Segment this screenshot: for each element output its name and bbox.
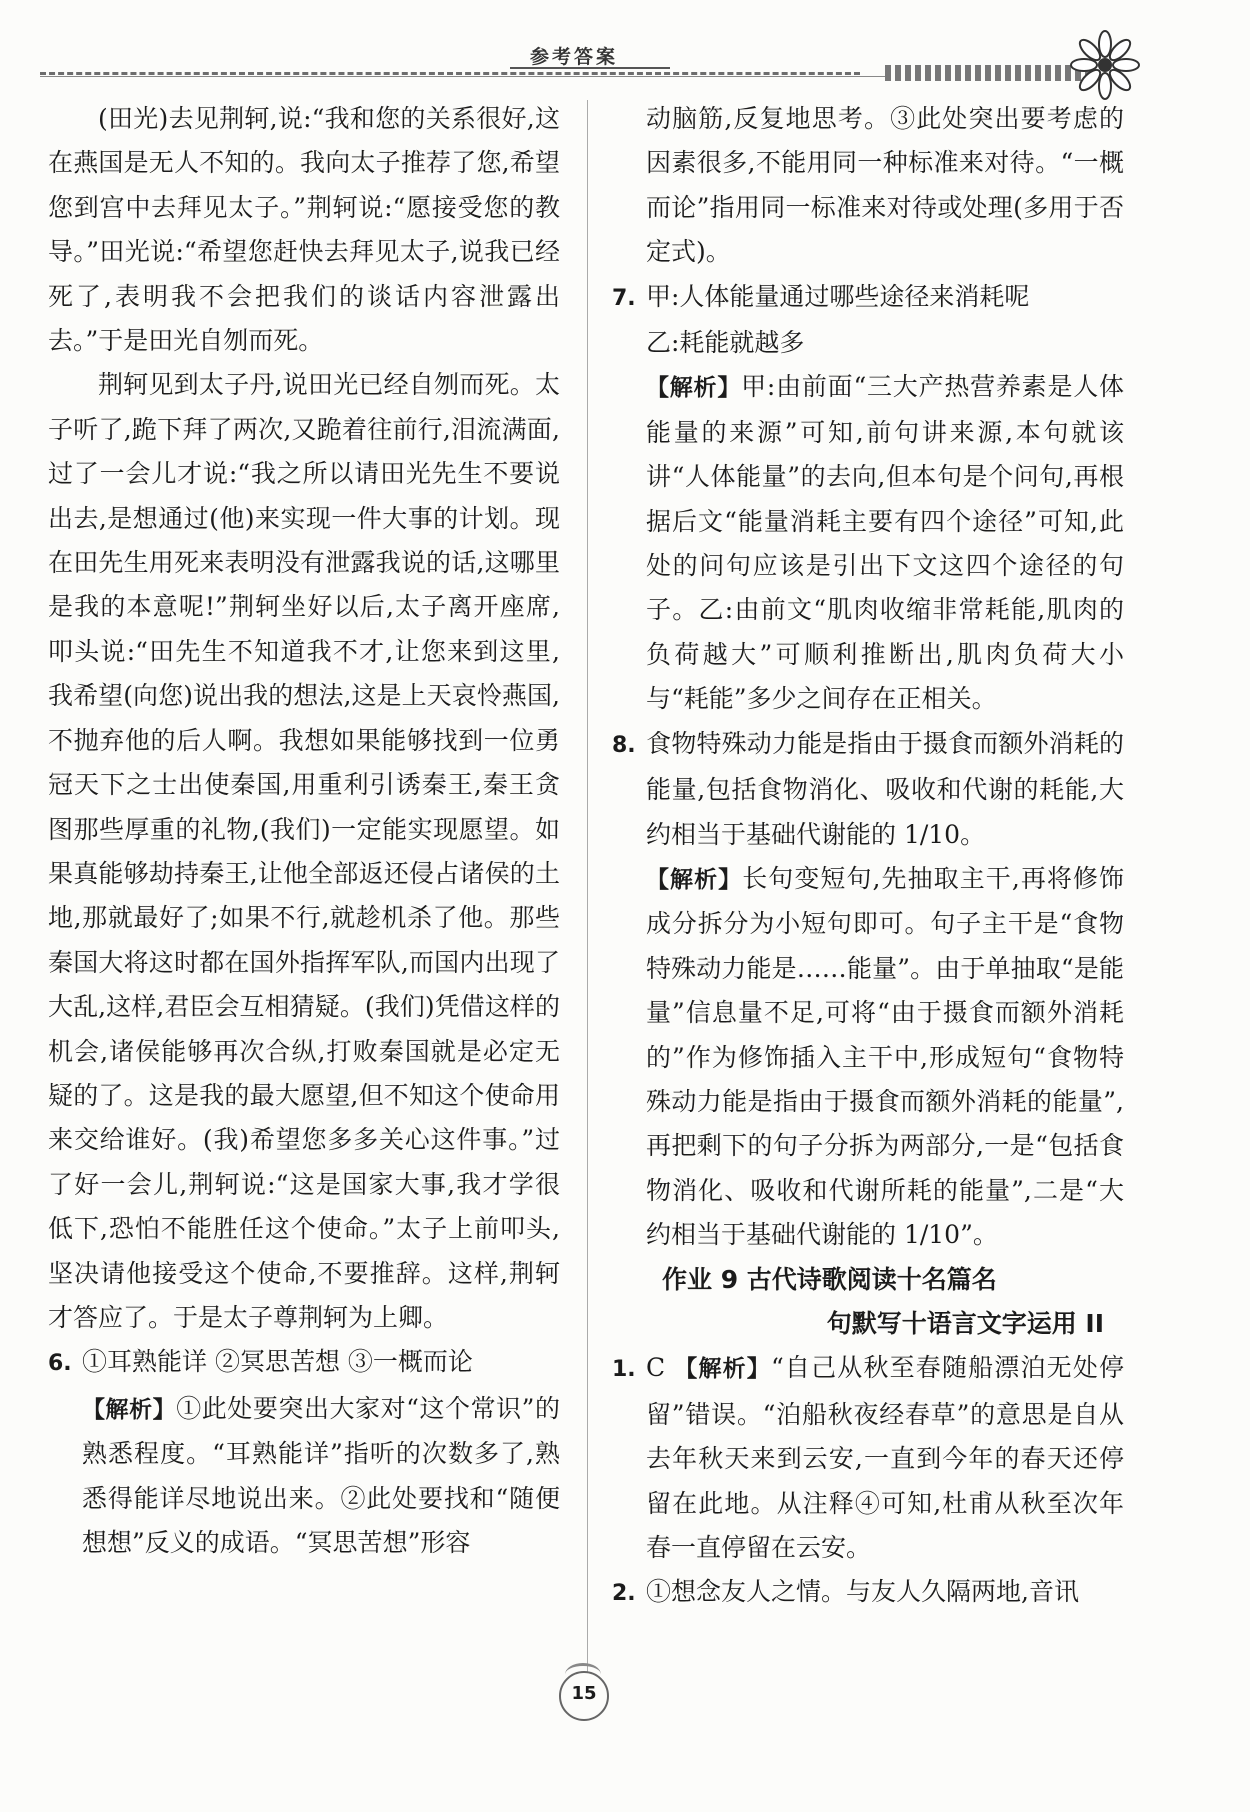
question-7-answer-a: 甲:人体能量通过哪些途径来消耗呢 [646, 281, 1030, 311]
question-8-number: 8. [612, 732, 636, 758]
section-question-1-answer: C [646, 1353, 666, 1383]
question-8-analysis [612, 857, 1124, 1258]
section-title-line-1: 作业 9 古代诗歌阅读十名篇名 [662, 1264, 997, 1294]
question-6-answer [48, 1340, 560, 1386]
page-number: 15 [571, 1683, 597, 1704]
analysis-tag: 【解析】 [646, 375, 742, 402]
header-title: 参考答案 [530, 46, 619, 68]
analysis-tag: 【解析】 [82, 1396, 177, 1423]
question-6-analysis-text: ①此处要突出大家对“这个常识”的熟悉程度。“耳熟能详”指听的次数多了,熟悉得能详尽地说出来。②此处要找和“随便想想”反义的成语。“冥思苦想”形容 [82, 1393, 560, 1557]
question-6-number: 6. [48, 1351, 72, 1377]
section-question-1-number: 1. [612, 1357, 636, 1383]
question-8-analysis-text: 长句变短句,先抽取主干,再将修饰成分拆分为小短句即可。句子主干是“食物特殊动力能是……能量”。由于单抽取“是能量”信息量不足,可将“由于摄食而额外消耗的”作为修饰插入主干中,形成短句“食物特殊动力能是指由于摄食而额外消耗的能量”,再把剩下的句子分拆为两部分,一是“包括食物消化、吸收和代谢所耗的能量”,二是“大约相当于基础代谢能的 1/10”。 [646, 863, 1124, 1250]
question-7-analysis-text: 甲:由前面“三大产热营养素是人体能量的来源”可知,前句讲来源,本句就该讲“人体能量”的去向,但本句是个问句,再根据后文“能量消耗主要有四个途径”可知,此处的问句应该是引出下文这四个途径的句子。乙:由前文“肌肉收缩非常耗能,肌肉的负荷越大”可顺利推断出,肌肉负荷大小与“耗能”多少之间存在正相关。 [646, 372, 1124, 714]
section-question-2 [612, 1570, 1124, 1616]
question-7-answer-b: 乙:耗能就越多 [646, 328, 805, 358]
question-8-answer [612, 722, 1124, 857]
translation-paragraph-1: (田光)去见荆轲,说:“我和您的关系很好,这在燕国是无人不知的。我向太子推荐了您,希望您到宫中去拜见太子。”荆轲说:“愿接受您的教导。”田光说:“希望您赶快去拜见太子,说我已经死了,表明我不会把我们的谈话内容泄露出去。”于是田光自刎而死。 [48, 104, 560, 356]
left-column [48, 97, 560, 1565]
question-6-analysis [48, 1387, 560, 1566]
column-divider [587, 100, 588, 1710]
page-number-badge [555, 1663, 609, 1717]
section-title-line-2: 句默写十语言文字运用 II [826, 1308, 1104, 1338]
question-7-number: 7. [612, 285, 636, 311]
analysis-tag: 【解析】 [674, 1356, 771, 1383]
right-column [612, 97, 1124, 1617]
question-6-analysis-continued: 动脑筋,反复地思考。③此处突出要考虑的因素很多,不能用同一种标准来对待。“一概而论”指用同一标准来对待或处理(多用于否定式)。 [646, 104, 1124, 267]
flower-icon [1070, 30, 1140, 100]
question-8-answer-text: 食物特殊动力能是指由于摄食而额外消耗的能量,包括食物消化、吸收和代谢的耗能,大约相当于基础代谢能的 1/10。 [646, 728, 1124, 849]
question-7-analysis [612, 365, 1124, 721]
question-6-answer-text: ①耳熟能详 ②冥思苦想 ③一概而论 [82, 1347, 473, 1377]
section-question-1 [612, 1346, 1124, 1570]
translation-paragraph-2: 荆轲见到太子丹,说田光已经自刎而死。太子听了,跪下拜了两次,又跪着往前行,泪流满面,过了一会儿才说:“我之所以请田光先生不要说出去,是想通过(他)来实现一件大事的计划。现在田先生用死来表明没有泄露我说的话,这哪里是我的本意呢!”荆轲坐好以后,太子离开座席,叩头说:“田先生不知道我不才,让您来到这里,我希望(向您)说出我的想法,这是上天哀怜燕国,不抛弃他的后人啊。我想如果能够找到一位勇冠天下之士出使秦国,用重利引诱秦王,秦王贪图那些厚重的礼物,(我们)一定能实现愿望。如果真能够劫持秦王,让他全部返还侵占诸侯的土地,那就最好了;如果不行,就趁机杀了他。那些秦国大将这时都在国外指挥军队,而国内出现了大乱,这样,君臣会互相猜疑。(我们)凭借这样的机会,诸侯能够再次合纵,打败秦国就是必定无疑的了。这是我的最大愿望,但不知这个使命用来交给谁好。(我)希望您多多关心这件事。”过了好一会儿,荆轲说:“这是国家大事,我才学很低下,恐怕不能胜任这个使命。”太子上前叩头,坚决请他接受这个使命,不要推辞。这样,荆轲才答应了。于是太子尊荆轲为上卿。 [48, 370, 560, 1332]
section-question-2-answer: ①想念友人之情。与友人久隔两地,音讯 [646, 1577, 1079, 1607]
analysis-tag: 【解析】 [646, 866, 743, 893]
section-question-2-number: 2. [612, 1581, 636, 1607]
question-7-answer [612, 275, 1124, 321]
header-decorative-blocks [885, 65, 1095, 81]
header-dashed-line [40, 72, 860, 75]
section-question-1-analysis: “自己从秋至春随船漂泊无处停留”错误。“泊船秋夜经春草”的意思是自从去年秋天来到云安,一直到今年的春天还停留在此地。从注释④可知,杜甫从秋至次年春一直停留在云安。 [646, 1353, 1124, 1562]
page-header [40, 38, 1115, 98]
